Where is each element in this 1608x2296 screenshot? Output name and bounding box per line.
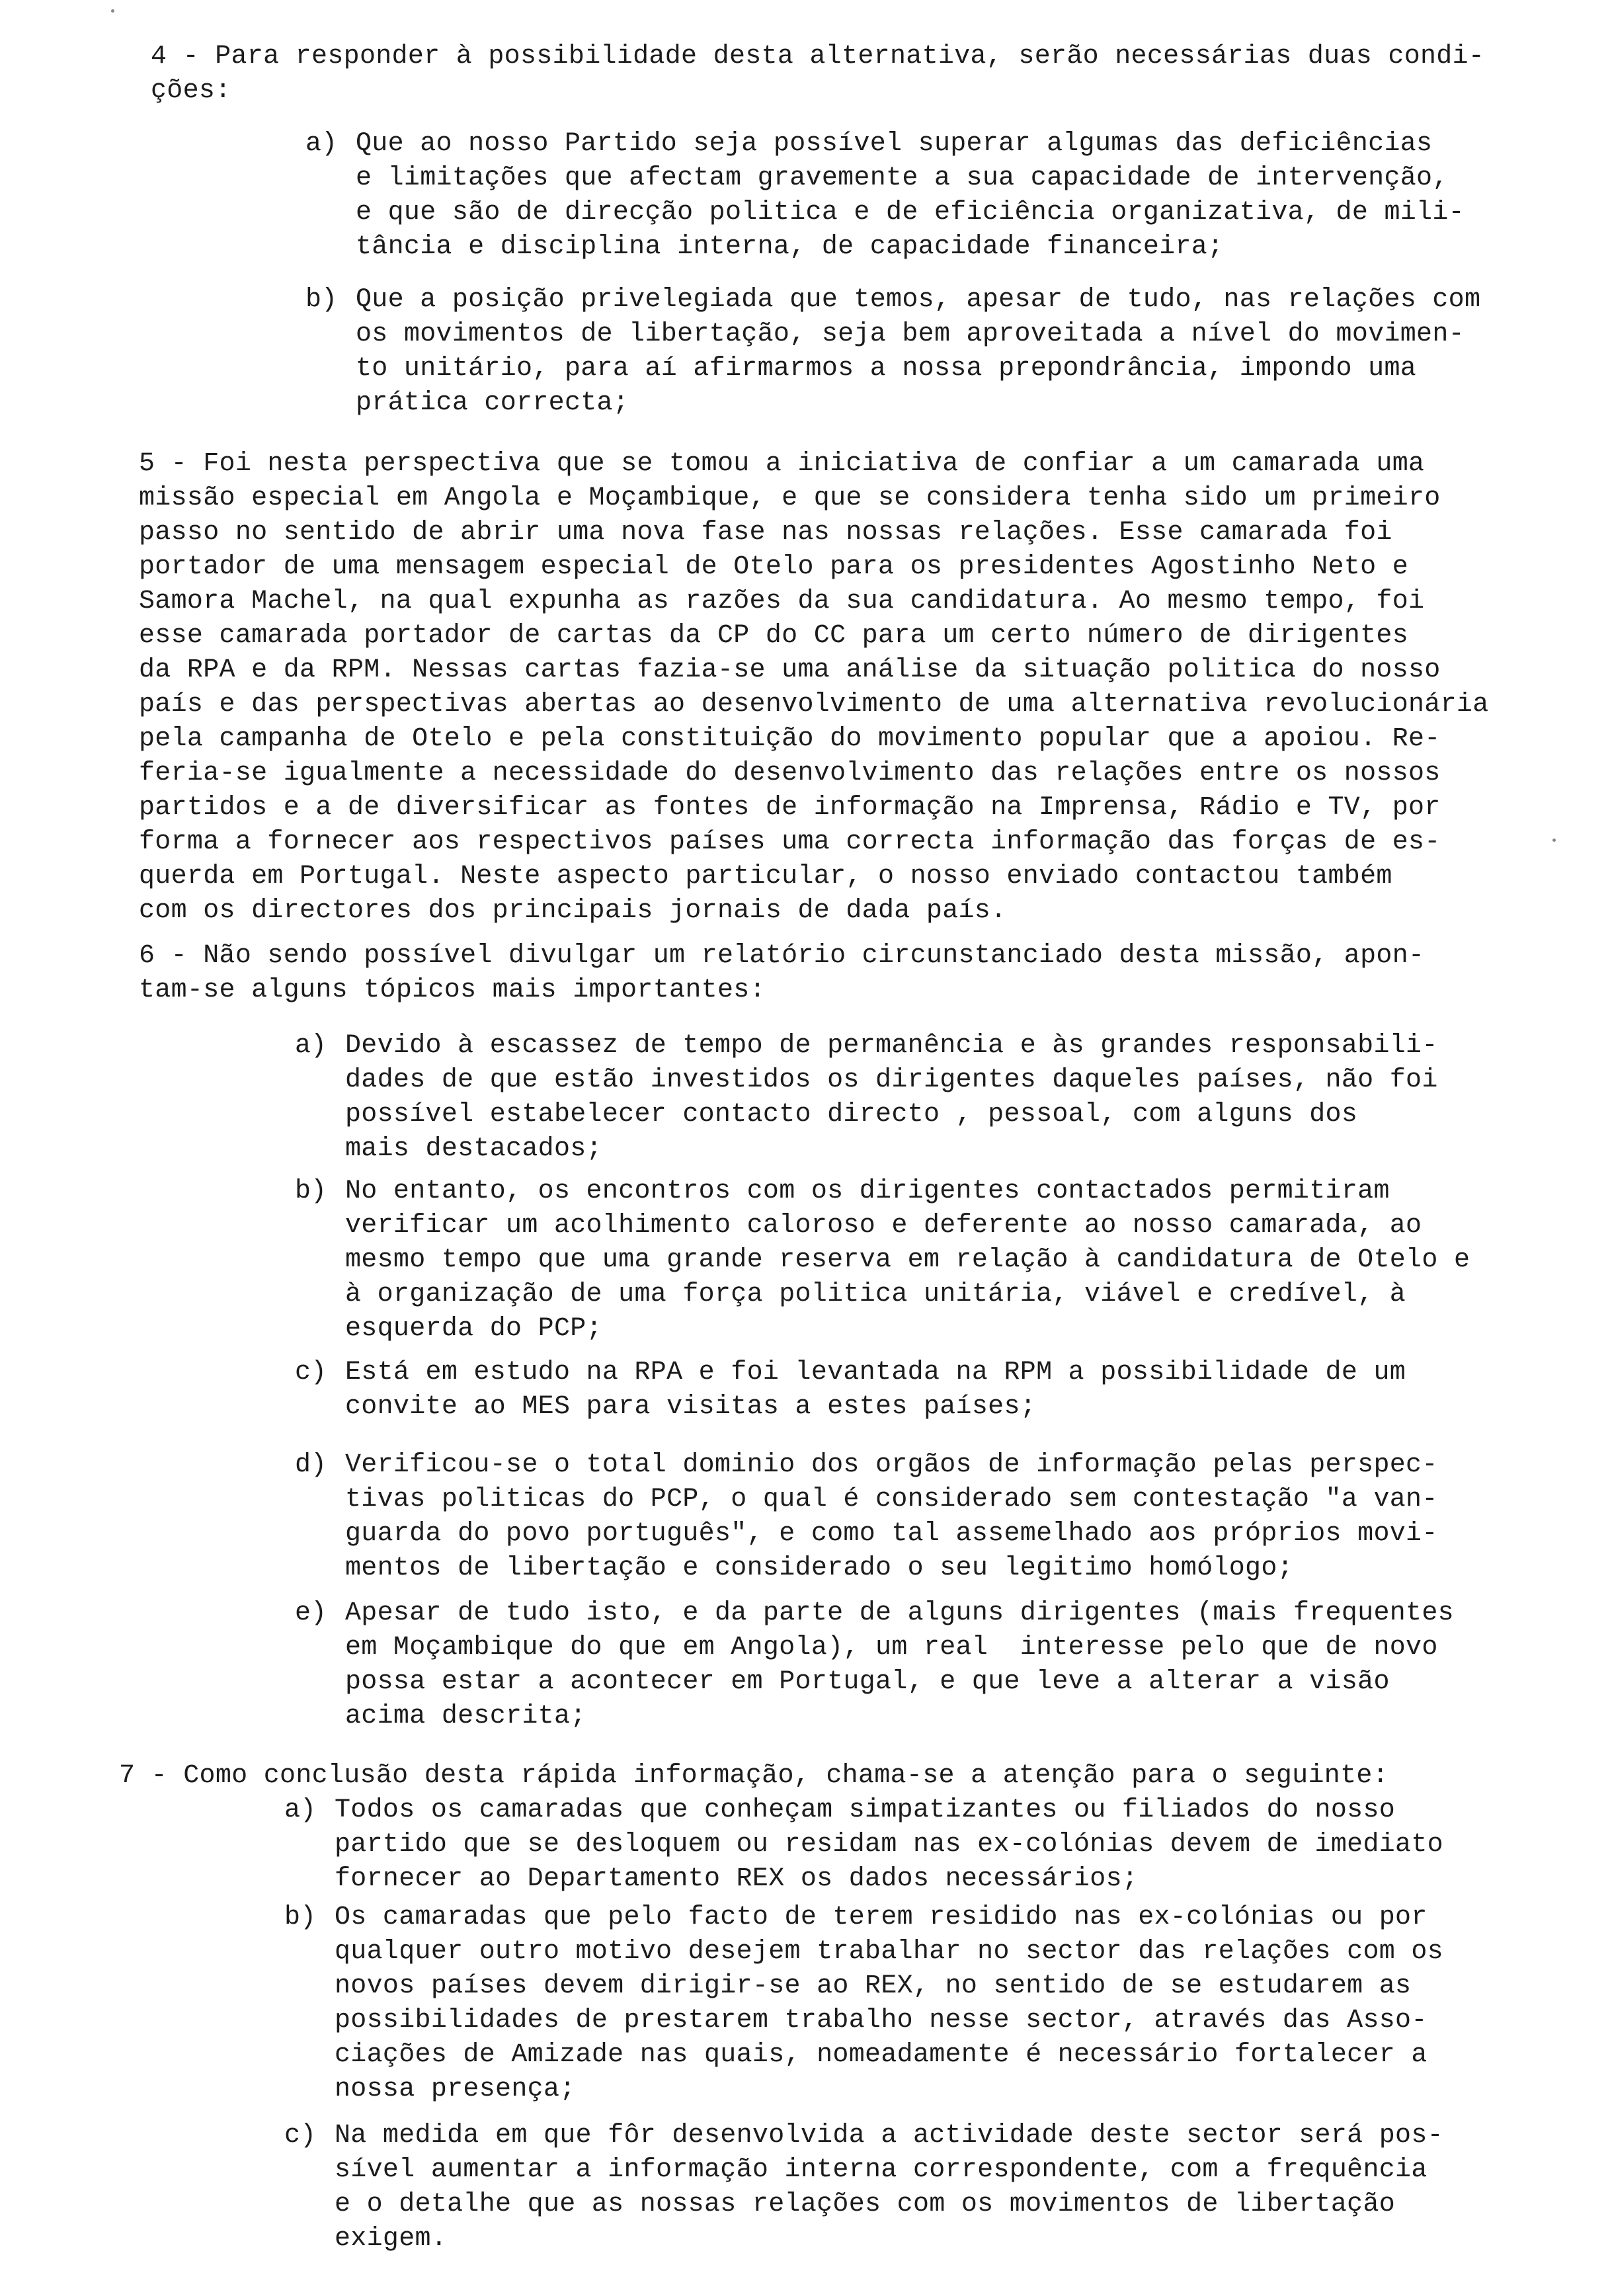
item-label: c) [295, 1358, 327, 1387]
text-line: em Moçambique do que em Angola), um real interesse pelo que de novo [345, 1633, 1438, 1662]
item-label: b) [305, 285, 338, 315]
text-line: Samora Machel, na qual expunha as razões da sua candidatura. Ao mesmo tempo, foi [139, 587, 1425, 616]
text-line: novos países devem dirigir-se ao REX, no sentido de se estudarem as [335, 1971, 1412, 2001]
text-line: exigem. [335, 2224, 448, 2254]
text-line: 6 - Não sendo possível divulgar um relatório circunstanciado desta missão, apon- [139, 941, 1425, 971]
text-line: partido que se desloquem ou residam nas ex-colónias devem de imediato [335, 1830, 1443, 1860]
text-line: nossa presença; [335, 2074, 576, 2104]
text-line: possa estar a acontecer em Portugal, e que leve a alterar a visão [345, 1667, 1390, 1697]
text-line: pela campanha de Otelo e pela constituição do movimento popular que a apoiou. Re- [139, 724, 1441, 754]
text-line: país e das perspectivas abertas ao desenvolvimento de uma alternativa revolucionária [139, 690, 1489, 719]
item-label: c) [284, 2121, 317, 2151]
item-label: a) [295, 1031, 327, 1061]
text-line: fornecer ao Departamento REX os dados necessários; [335, 1864, 1139, 1894]
text-line: 7 - Como conclusão desta rápida informação, chama-se a atenção para o seguinte: [119, 1761, 1389, 1791]
text-line: prática correcta; [356, 388, 629, 418]
text-line: e que são de direcção politica e de eficiência organizativa, de mili- [356, 198, 1465, 227]
text-line: da RPA e da RPM. Nessas cartas fazia-se uma análise da situação politica do nosso [139, 655, 1441, 685]
text-line: Apesar de tudo isto, e da parte de alguns dirigentes (mais frequentes [345, 1598, 1454, 1628]
item-label: b) [284, 1903, 317, 1932]
text-line: e o detalhe que as nossas relações com os movimentos de libertação [335, 2190, 1396, 2219]
item-label: a) [305, 129, 338, 159]
text-line: possível estabelecer contacto directo , pessoal, com alguns dos [345, 1100, 1358, 1129]
item-label: a) [284, 1795, 317, 1825]
section-4-heading [151, 40, 1484, 108]
text-line: com os directores dos principais jornais de dada país. [139, 896, 1007, 926]
text-line: guarda do povo português", e como tal assemelhado aos próprios movi- [345, 1519, 1438, 1549]
text-line: to unitário, para aí afirmarmos a nossa prepondrância, impondo uma [356, 354, 1417, 384]
item-label: e) [295, 1598, 327, 1628]
text-line: convite ao MES para visitas a estes países; [345, 1392, 1037, 1422]
text-line: dades de que estão investidos os dirigentes daqueles países, não foi [345, 1065, 1438, 1095]
text-line: 4 - Para responder à possibilidade desta alternativa, serão necessárias duas condi- [151, 42, 1485, 71]
text-line: possibilidades de prestarem trabalho nesse sector, através das Asso- [335, 2006, 1427, 2035]
text-line: partidos e a de diversificar as fontes de informação na Imprensa, Rádio e TV, por [139, 793, 1441, 823]
text-line: 5 - Foi nesta perspectiva que se tomou a iniciativa de confiar a um camarada uma [139, 449, 1425, 479]
text-line: Que a posição privelegiada que temos, apesar de tudo, nas relações com [356, 285, 1481, 315]
text-line: feria-se igualmente a necessidade do desenvolvimento das relações entre os nossos [139, 758, 1441, 788]
text-line: Está em estudo na RPA e foi levantada na RPM a possibilidade de um [345, 1358, 1406, 1387]
text-line: No entanto, os encontros com os dirigentes contactados permitiram [345, 1176, 1390, 1206]
section-6-heading [139, 939, 1424, 1008]
text-line: ciações de Amizade nas quais, nomeadamente é necessário fortalecer a [335, 2040, 1427, 2070]
text-line: mentos de libertação e considerado o seu legitimo homólogo; [345, 1553, 1293, 1583]
text-line: tam-se alguns tópicos mais importantes: [139, 975, 766, 1005]
text-line: missão especial em Angola e Moçambique, e que se considera tenha sido um primeiro [139, 483, 1441, 513]
text-line: passo no sentido de abrir uma nova fase nas nossas relações. Esse camarada foi [139, 518, 1392, 548]
text-line: Que ao nosso Partido seja possível superar algumas das deficiências [356, 129, 1433, 159]
section-7-heading [119, 1759, 1388, 1793]
text-line: querda em Portugal. Neste aspecto particular, o nosso enviado contactou também [139, 862, 1392, 891]
text-line: e limitações que afectam gravemente a sua capacidade de intervenção, [356, 163, 1449, 193]
scan-speck [111, 9, 114, 13]
text-line: portador de uma mensagem especial de Otelo para os presidentes Agostinho Neto e [139, 552, 1409, 582]
text-line: forma a fornecer aos respectivos países uma correcta informação das forças de es- [139, 827, 1441, 857]
text-line: mesmo tempo que uma grande reserva em relação à candidatura de Otelo e [345, 1245, 1470, 1275]
text-line: Devido à escassez de tempo de permanência e às grandes responsabili- [345, 1031, 1438, 1061]
item-label: d) [295, 1450, 327, 1480]
text-line: os movimentos de libertação, seja bem aproveitada a nível do movimen- [356, 319, 1465, 349]
text-line: Na medida em que fôr desenvolvida a actividade deste sector será pos- [335, 2121, 1443, 2151]
section-5-paragraph [139, 447, 1489, 928]
text-line: Os camaradas que pelo facto de terem residido nas ex-colónias ou por [335, 1903, 1427, 1932]
scan-speck [1552, 839, 1556, 842]
text-line: à organização de uma força politica unitária, viável e credível, à [345, 1280, 1406, 1309]
text-line: esquerda do PCP; [345, 1314, 602, 1344]
text-line: qualquer outro motivo desejem trabalhar no sector das relações com os [335, 1937, 1443, 1967]
text-line: tância e disciplina interna, de capacidade financeira; [356, 232, 1224, 262]
text-line: sível aumentar a informação interna correspondente, com a frequência [335, 2155, 1427, 2185]
text-line: esse camarada portador de cartas da CP do CC para um certo número de dirigentes [139, 621, 1409, 651]
text-line: tivas politicas do PCP, o qual é considerado sem contestação "a van- [345, 1485, 1438, 1514]
item-label: b) [295, 1176, 327, 1206]
text-line: verificar um acolhimento caloroso e deferente ao nosso camarada, ao [345, 1211, 1422, 1241]
text-line: Verificou-se o total dominio dos orgãos de informação pelas perspec- [345, 1450, 1438, 1480]
text-line: Todos os camaradas que conheçam simpatizantes ou filiados do nosso [335, 1795, 1396, 1825]
text-line: mais destacados; [345, 1134, 602, 1164]
text-line: acima descrita; [345, 1702, 586, 1731]
text-line: ções: [151, 76, 231, 106]
